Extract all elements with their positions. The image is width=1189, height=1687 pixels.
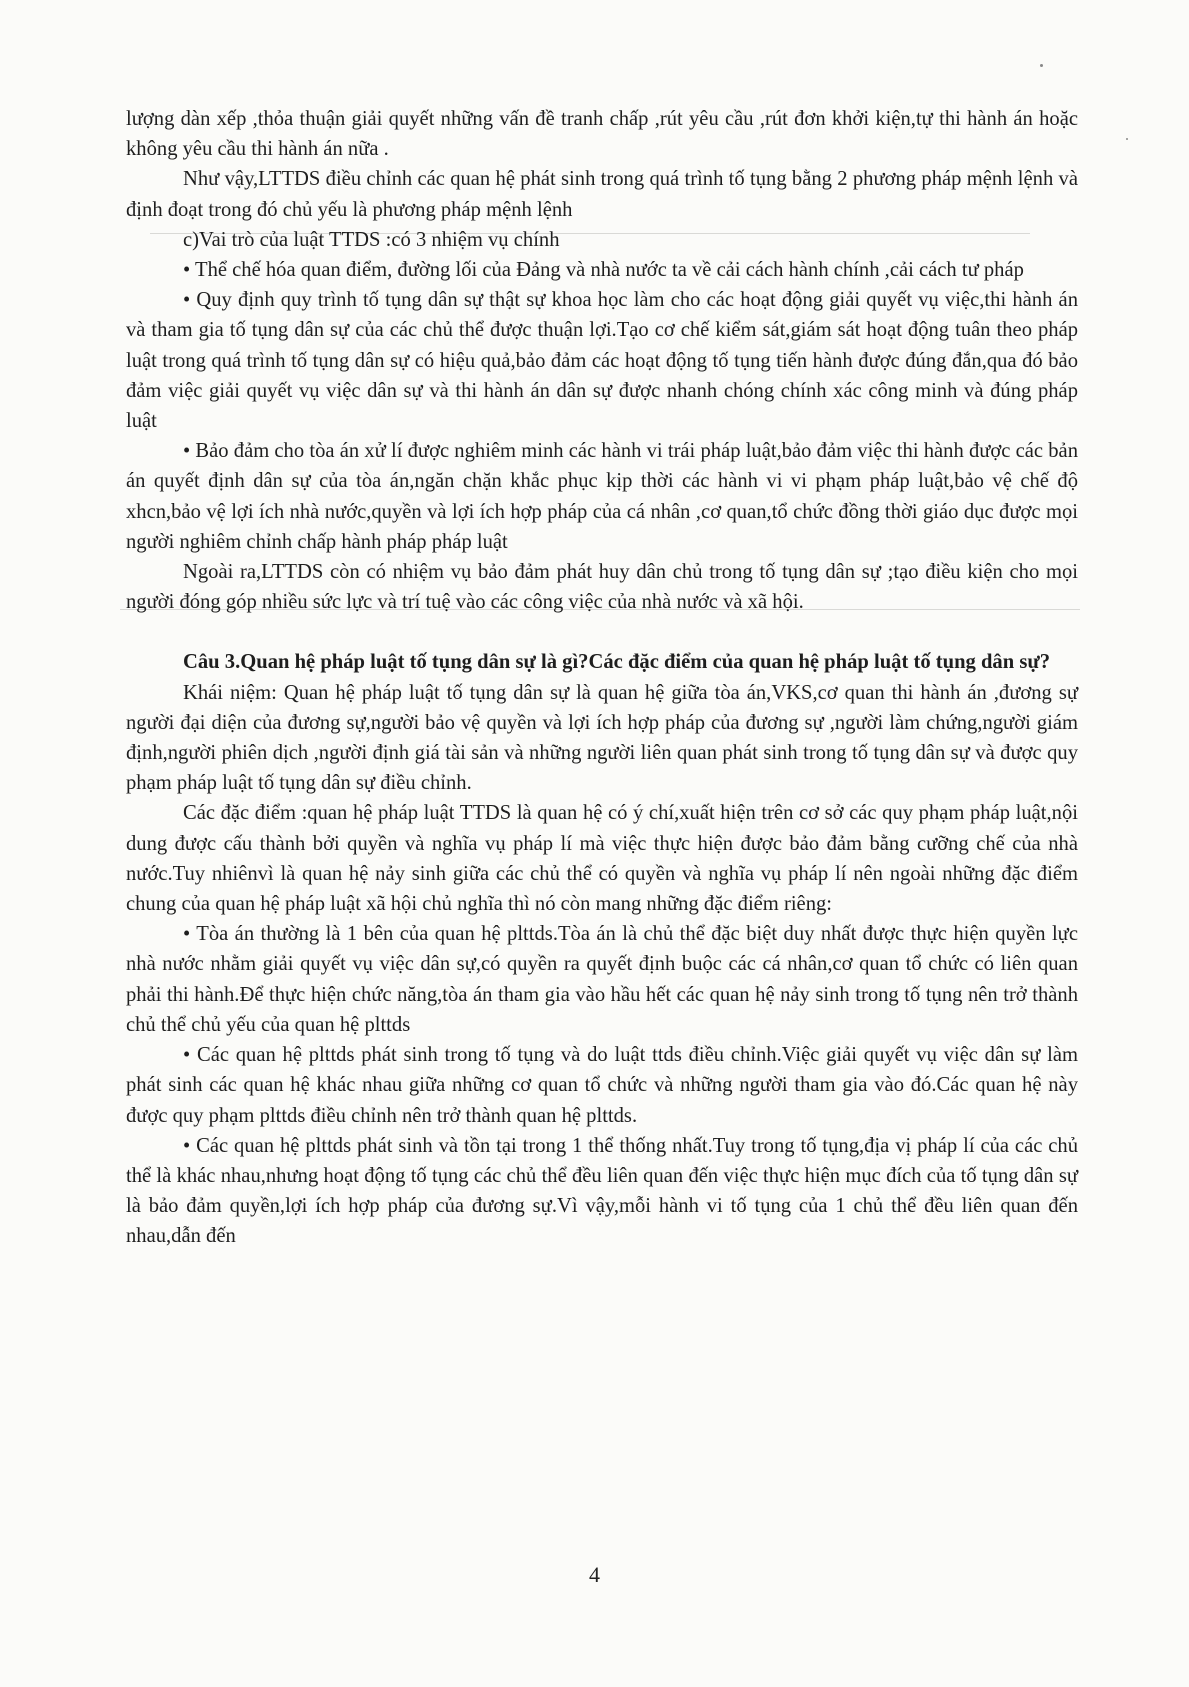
question-heading: Câu 3.Quan hệ pháp luật tố tụng dân sự là gì?Các đặc điểm của quan hệ pháp luật tố tụng dân sự? [183,651,1050,674]
bullet-item-5: • Các quan hệ plttds phát sinh trong tố tụng và do luật ttds điều chỉnh.Việc giải quyết vụ việc dân sự làm phát sinh các quan hệ khác nhau giữa những cơ quan tổ chức và những người tham gia vào đó.Các quan hệ này được quy phạm plttds điều chỉnh nên trở thành quan hệ plttds. [126,1044,1078,1127]
bullet-item-6: • Các quan hệ plttds phát sinh và tồn tại trong 1 thể thống nhất.Tuy trong tố tụng,địa vị pháp lí của các chủ thể là khác nhau,nhưng hoạt động tố tụng các chủ thể đều liên quan đến việc thực hiện mục đích của tố tụng dân sự là bảo đảm quyền,lợi ích hợp pháp của đương sự.Vì vậy,mỗi hành vi tố tụng của 1 chủ thể đều liên quan đến nhau,dẫn đến [126,1134,1078,1248]
paragraph-gap [126,617,1078,647]
bullet-item-2: • Quy định quy trình tố tụng dân sự thật sự khoa học làm cho các hoạt động giải quyết vụ việc,thi hành án và tham gia tố tụng dân sự của các chủ thể được thuận lợi.Tạo cơ chế kiểm sát,giám sát hoạt động tuân theo pháp luật trong quá trình tố tụng dân sự có hiệu quả,bảo đảm các hoạt động tố tụng tiến hành được đúng đắn,qua đó bảo đảm việc giải quyết vụ việc dân sự và thi hành án dân sự được nhanh chóng chính xác công minh và đúng pháp luật [126,289,1078,433]
paragraph-additional: Ngoài ra,LTTDS còn có nhiệm vụ bảo đảm phát huy dân chủ trong tố tụng dân sự ;tạo điều kiện cho mọi người đóng góp nhiều sức lực và trí tuệ vào các công việc của nhà nước và xã hội. [126,561,1078,614]
scan-artifact-dot [1040,64,1043,67]
paragraph-definition: Khái niệm: Quan hệ pháp luật tố tụng dân sự là quan hệ giữa tòa án,VKS,cơ quan thi hành án ,đương sự người đại diện của đương sự,người bảo vệ quyền và lợi ích hợp pháp của đương sự ,người làm chứng,người giám định,người phiên dịch ,người định giá tài sản và những người liên quan phát sinh trong tố tụng dân sự và được quy phạm pháp luật tố tụng dân sự điều chỉnh. [126,681,1078,795]
bullet-item-4: • Tòa án thường là 1 bên của quan hệ plttds.Tòa án là chủ thể đặc biệt duy nhất được thực hiện quyền lực nhà nước nhằm giải quyết vụ việc dân sự,có quyền ra quyết định buộc các cá nhân,cơ quan tổ chức có liên quan phải thi hành.Để thực hiện chức năng,tòa án tham gia vào hầu hết các quan hệ nảy sinh trong tố tụng nên trở thành chủ thể chủ yếu của quan hệ plttds [126,923,1078,1036]
paragraph-summary: Như vậy,LTTDS điều chỉnh các quan hệ phát sinh trong quá trình tố tụng bằng 2 phương pháp mệnh lệnh và định đoạt trong đó chủ yếu là phương pháp mệnh lệnh [126,168,1078,221]
bullet-item-3: • Bảo đảm cho tòa án xử lí được nghiêm minh các hành vi trái pháp luật,bảo đảm việc thi hành được các bản án quyết định dân sự của tòa án,ngăn chặn khắc phục kịp thời các hành vi vi phạm pháp luật,bảo vệ chế độ xhcn,bảo vệ lợi ích nhà nước,quyền và lợi ích hợp pháp của cá nhân ,cơ quan,tổ chức đồng thời giáo dục được mọi người nghiêm chỉnh chấp hành pháp pháp luật [126,440,1078,553]
paragraph-continuation: lượng dàn xếp ,thỏa thuận giải quyết những vấn đề tranh chấp ,rút yêu cầu ,rút đơn khởi kiện,tự thi hành án hoặc không yêu cầu thi hành án nữa . [126,108,1078,161]
paragraph-characteristics: Các đặc điểm :quan hệ pháp luật TTDS là quan hệ có ý chí,xuất hiện trên cơ sở các quy phạm pháp luật,nội dung được cấu thành bởi quyền và nghĩa vụ pháp lí mà việc thực hiện được bảo đảm bằng cưỡng chế của nhà nước.Tuy nhiênvì là quan hệ nảy sinh giữa các chủ thể có quyền và nghĩa vụ pháp lí nên ngoài những đặc điểm chung của quan hệ pháp luật xã hội chủ nghĩa thì nó còn mang những đặc điểm riêng: [126,802,1078,916]
page-number: 4 [589,1562,600,1587]
scan-artifact-dot [1126,138,1128,140]
paragraph-role-intro: c)Vai trò của luật TTDS :có 3 nhiệm vụ chính [183,228,560,251]
bullet-item-1: • Thể chế hóa quan điểm, đường lối của Đảng và nhà nước ta về cải cách hành chính ,cải cách tư pháp [183,259,1024,282]
document-body [126,104,1078,1252]
